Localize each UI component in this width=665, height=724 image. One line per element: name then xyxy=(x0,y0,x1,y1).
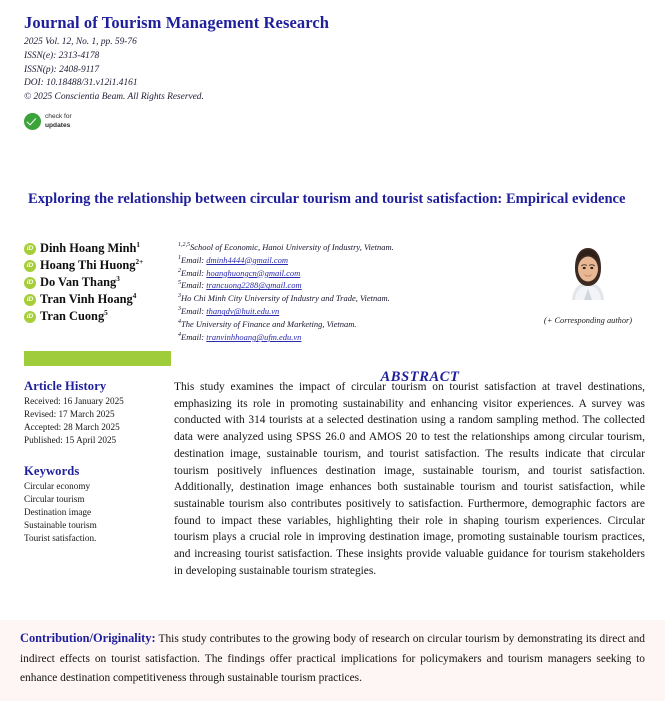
affiliation-line: $^4$The University of Finance and Marketing, Vietnam. xyxy=(178,319,357,330)
contribution-originality-section xyxy=(0,620,665,701)
keywords-heading: Keywords xyxy=(24,463,80,478)
keyword-item[interactable]: Circular tourism xyxy=(24,493,85,504)
affiliation-email-line: $^3$Email: thangdv@huit.edu.vn xyxy=(178,306,280,317)
affiliation-email-line: $^2$Email: hoanghuongcn@gmail.com xyxy=(178,267,301,278)
article-accepted-date: Accepted: 28 March 2025 xyxy=(24,422,120,433)
volume-issue-pages: 2025 Vol. 12, No. 1, pp. 59-76 xyxy=(24,36,137,47)
author-name[interactable]: Dinh Hoang Minh$^1$ xyxy=(40,240,140,255)
contribution-paragraph xyxy=(20,628,645,689)
article-revised-date: Revised: 17 March 2025 xyxy=(24,409,115,420)
abstract-heading: ABSTRACT xyxy=(380,369,460,385)
author-entry xyxy=(24,291,174,307)
masthead xyxy=(18,0,647,130)
meta-spacer xyxy=(24,448,170,464)
email-link[interactable]: tranvinhhoang@ufm.edu.vn xyxy=(206,332,302,343)
abstract-text: This study examines the impact of circular tourism on tourist satisfaction at travel destinations, emphasizing its role in promoting sustainability and enhancing visitor experiences. A survey was conducted with 314 tourists at a selected destination using a random sampling method. The collected data were analyzed using SPSS 26.0 and AMOS 20 to test the relationships among circular tourism, destination image, sustainable tourism, and tourist satisfaction. The results indicate that circular tourism positively influences destination image, sustainable tourism, and tourist satisfaction. Additionally, destination image enhances both sustainable tourism and tourist satisfaction, while sustainable tourism also contributes positively to satisfaction. Furthermore, demographic factors are found to impact these variables, highlighting their role in shaping tourism experiences. Circular tourism plays a crucial role in improving destination image, promoting sustainable tourism practices, and increasing tourist satisfaction. These insights provide valuable guidance for tourism stakeholders in developing sustainable tourism strategies. xyxy=(174,381,645,577)
author-entry xyxy=(24,257,174,273)
article-published-date: Published: 15 April 2025 xyxy=(24,435,117,446)
accent-bar xyxy=(24,351,171,366)
article-title-text: Exploring the relationship between circular tourism and tourist satisfaction: Empirical evidence xyxy=(28,191,626,208)
email-link[interactable]: trancuong2288@gmail.com xyxy=(206,280,302,291)
avatar xyxy=(562,242,614,300)
issn-electronic: ISSN(e): 2313-4178 xyxy=(24,50,100,61)
keyword-item[interactable]: Circular economy xyxy=(24,480,91,491)
article-received-date: Received: 16 January 2025 xyxy=(24,396,124,406)
corresponding-author-photo-block xyxy=(529,240,647,325)
keyword-item[interactable]: Sustainable tourism xyxy=(24,520,97,531)
crossmark-line-2: updates xyxy=(45,121,71,129)
contribution-label: Contribution/Originality: xyxy=(20,631,156,645)
author-entry xyxy=(24,240,174,256)
affiliation-line: $^{1,2,5}$School of Economic, Hanoi University of Industry, Vietnam. xyxy=(178,241,394,252)
author-entry xyxy=(24,308,174,324)
abstract-column xyxy=(170,379,647,579)
affiliation-list xyxy=(174,240,529,344)
article-history-heading: Article History xyxy=(24,379,107,393)
author-block xyxy=(18,240,647,344)
email-link[interactable]: thangdv@huit.edu.vn xyxy=(206,306,280,317)
orcid-icon[interactable] xyxy=(24,311,36,323)
article-meta-column xyxy=(18,379,170,545)
affiliation-email-line: $^5$Email: trancuong2288@gmail.com xyxy=(178,280,302,291)
author-list xyxy=(18,240,174,326)
orcid-icon[interactable] xyxy=(24,294,36,306)
page-title xyxy=(28,189,637,210)
keyword-item[interactable]: Tourist satisfaction. xyxy=(24,533,97,544)
check-for-updates-label xyxy=(45,113,72,130)
abstract-section xyxy=(18,379,647,579)
author-name[interactable]: Do Van Thang$^3$ xyxy=(40,274,120,289)
crossmark-line-1: check for xyxy=(45,113,72,121)
check-for-updates-badge[interactable] xyxy=(24,113,647,130)
contribution-body: This study contributes to the growing body of research on circular tourism by demonstrating its direct and indirect effects on tourist satisfaction. The findings offer practical implications for policymakers and tourism managers seeking to enhance destination competitiveness through sustainable tourism practices. xyxy=(20,633,645,685)
corresponding-author-note: (+ Corresponding author) xyxy=(543,315,633,325)
email-link[interactable]: dminh4444@gmail.com xyxy=(206,254,288,265)
copyright: © 2025 Conscientia Beam. All Rights Reserved. xyxy=(24,92,204,103)
issn-print: ISSN(p): 2408-9117 xyxy=(24,64,100,75)
affiliation-email-line: $^4$Email: tranvinhhoang@ufm.edu.vn xyxy=(178,332,302,343)
email-link[interactable]: hoanghuongcn@gmail.com xyxy=(206,267,301,278)
orcid-icon[interactable] xyxy=(24,277,36,289)
author-name[interactable]: Tran Vinh Hoang$^4$ xyxy=(40,292,137,307)
author-name[interactable]: Hoang Thi Huong$^{2+}$ xyxy=(40,257,144,272)
keyword-item[interactable]: Destination image xyxy=(24,506,92,517)
masthead-metadata xyxy=(24,36,647,105)
affiliation-email-line: $^1$Email: dminh4444@gmail.com xyxy=(178,254,288,265)
journal-title: Journal of Tourism Management Research xyxy=(24,13,330,32)
check-circle-icon xyxy=(24,113,41,130)
author-entry xyxy=(24,274,174,290)
orcid-icon[interactable] xyxy=(24,243,36,255)
orcid-icon[interactable] xyxy=(24,260,36,272)
affiliation-line: $^3$Ho Chi Minh City University of Industry and Trade, Vietnam. xyxy=(178,293,390,304)
author-name[interactable]: Tran Cuong$^5$ xyxy=(40,309,108,324)
doi[interactable]: DOI: 10.18488/31.v12i1.4161 xyxy=(24,78,138,89)
